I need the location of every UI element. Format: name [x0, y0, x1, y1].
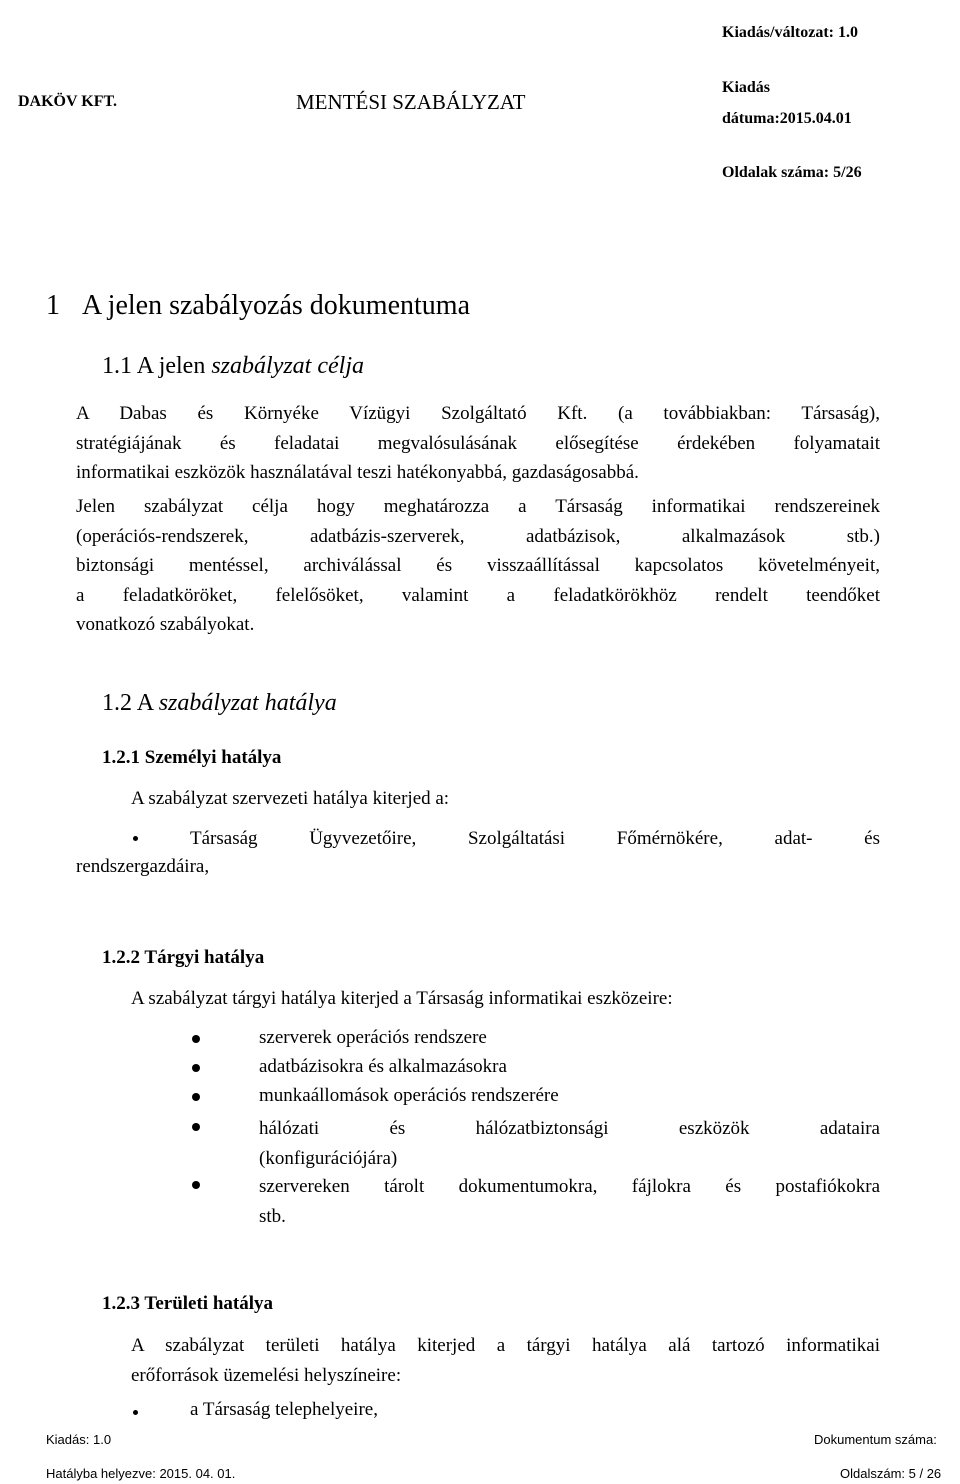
section-1-2-2-heading: 1.2.2 Tárgyi hatálya	[102, 947, 265, 968]
header-title: MENTÉSI SZABÁLYZAT	[296, 90, 526, 114]
section-1-1-paragraph-1	[76, 399, 880, 488]
section-1-2-2-intro: A szabályzat tárgyi hatálya kiterjed a Társaság informatikai eszközeire:	[131, 988, 673, 1009]
section-1-2-heading	[102, 690, 337, 717]
bullet-dot	[192, 1064, 200, 1072]
paragraph-line: (operációs-rendszerek, adatbázis-szerverek, adatbázisok, alkalmazások stb.)	[76, 525, 880, 547]
paragraph-line: a feladatköröket, felelősöket, valamint a feladatkörökhöz rendelt teendőket	[76, 584, 880, 606]
paragraph-line: biztonsági mentéssel, archiválással és visszaállítással kapcsolatos követelményeit,	[76, 555, 880, 576]
list-item: munkaállomások operációs rendszerére	[259, 1085, 559, 1106]
section-1-1-number: 1.1	[102, 353, 132, 379]
footer-doc-number: Dokumentum száma:	[814, 1432, 937, 1447]
header-date-value: dátuma:2015.04.01	[722, 110, 852, 127]
section-1-2-1-heading: 1.2.1 Személyi hatálya	[102, 747, 282, 768]
section-1-2-3-heading: 1.2.3 Területi hatálya	[102, 1293, 274, 1314]
paragraph-line: A Dabas és Környéke Vízügyi Szolgáltató Kft. (a továbbiakban: Társaság),	[76, 403, 880, 424]
bullet-dot	[192, 1181, 200, 1189]
bullet-dot	[192, 1123, 200, 1131]
paragraph-line: Jelen szabályzat célja hogy meghatározza a Társaság informatikai rendszereinek	[76, 496, 880, 517]
header-pages: Oldalak száma: 5/26	[722, 164, 862, 181]
footer-edition: Kiadás: 1.0	[46, 1432, 112, 1447]
paragraph-line: vonatkozó szabályokat.	[76, 614, 255, 635]
section-1-2-1-bullet-line-2: rendszergazdáira,	[76, 856, 210, 877]
section-1-2-title-italic: szabályzat hatálya	[158, 690, 337, 716]
footer-effective: Hatályba helyezve: 2015. 04. 01.	[46, 1466, 236, 1481]
section-1-1-heading	[102, 353, 364, 380]
paragraph-line: informatikai eszközök használatával teszi hatékonyabbá, gazdaságosabbá.	[76, 462, 639, 483]
list-item: adatbázisokra és alkalmazásokra	[259, 1056, 507, 1077]
header-company: DAKÖV KFT.	[18, 93, 117, 110]
header-date-label: Kiadás	[722, 79, 771, 96]
list-item	[259, 1114, 880, 1173]
section-1-1-title-prefix: A jelen	[136, 353, 206, 379]
list-item-line: hálózati és hálózatbiztonsági eszközök adataira	[259, 1118, 880, 1139]
section-1-1-title-italic: szabályzat célja	[211, 353, 364, 379]
section-1-2-1-intro: A szabályzat szervezeti hatálya kiterjed a:	[131, 788, 450, 809]
section-1-number: 1	[46, 290, 60, 321]
list-item: szerverek operációs rendszere	[259, 1027, 487, 1048]
list-item	[259, 1172, 880, 1231]
paragraph-line: stratégiájának és feladatai megvalósulásának elősegítése érdekében folyamatait	[76, 432, 880, 454]
section-1-heading	[46, 290, 470, 322]
footer-page-number: Oldalszám: 5 / 26	[840, 1466, 942, 1481]
paragraph-line: erőforrások üzemelési helyszíneire:	[131, 1364, 402, 1386]
section-1-title: A jelen szabályozás dokumentuma	[82, 290, 470, 321]
bullet-dot	[133, 836, 138, 841]
list-item-line: (konfigurációjára)	[259, 1147, 398, 1169]
section-1-2-number: 1.2	[102, 690, 132, 716]
header-version: Kiadás/változat: 1.0	[722, 24, 858, 41]
list-item-line: szervereken tárolt dokumentumokra, fájlokra és postafiókokra	[259, 1176, 880, 1197]
paragraph-line: A szabályzat területi hatálya kiterjed a tárgyi hatálya alá tartozó informatikai	[131, 1335, 880, 1356]
bullet-dot	[133, 1410, 138, 1415]
bullet-dot	[192, 1035, 200, 1043]
section-1-2-3-intro	[131, 1331, 880, 1390]
bullet-dot	[192, 1093, 200, 1101]
section-1-2-title-prefix: A	[136, 690, 153, 716]
list-item-line: stb.	[259, 1205, 286, 1227]
section-1-2-1-bullet-line-1	[190, 824, 880, 854]
section-1-2-3-bullet: a Társaság telephelyeire,	[190, 1399, 378, 1420]
bullet-text: Társaság Ügyvezetőire, Szolgáltatási Főmérnökére, adat- és	[190, 828, 880, 849]
section-1-1-paragraph-2	[76, 492, 880, 640]
